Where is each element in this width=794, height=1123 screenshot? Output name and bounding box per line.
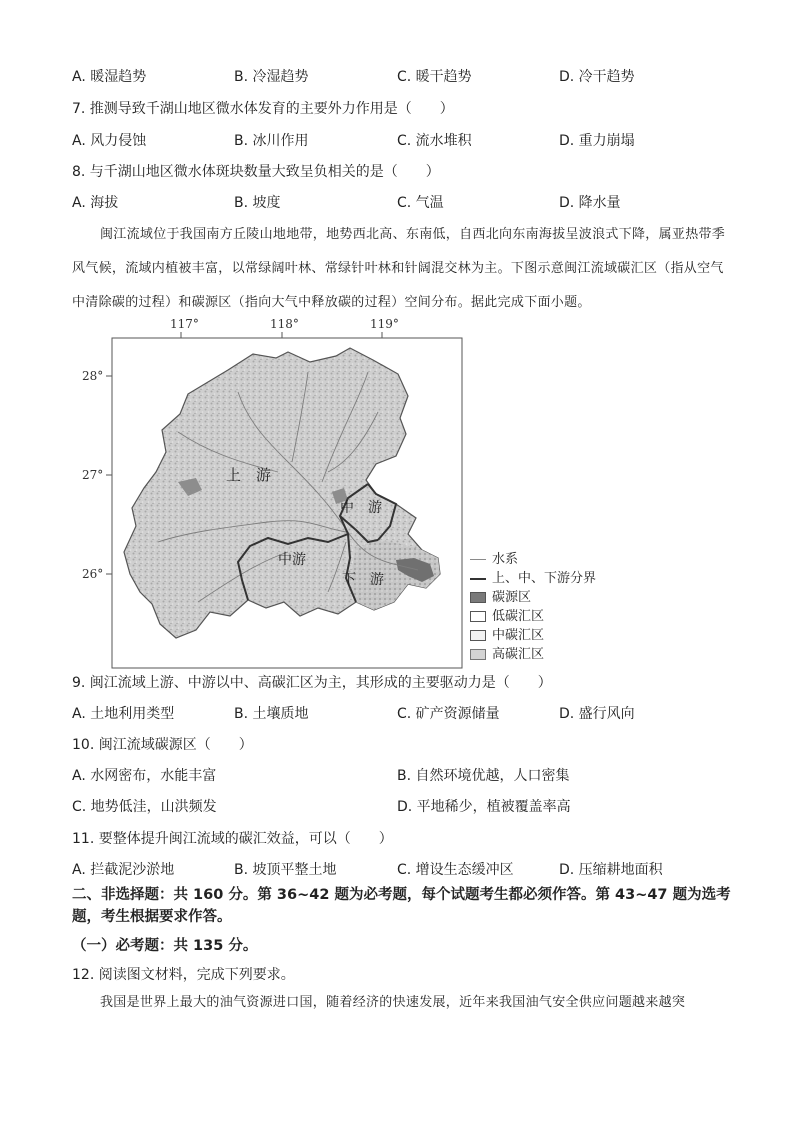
label-middle-b: 中游: [278, 552, 306, 568]
passage-oil-gas: [72, 988, 732, 1018]
legend-source-symbol: [470, 592, 486, 603]
lon-label-117: 117°: [170, 317, 199, 331]
q8-option-a: A. 海拔: [72, 195, 119, 211]
legend-high-symbol: [470, 649, 486, 660]
legend-mid: [470, 624, 544, 643]
q7-option-a: A. 风力侵蚀: [72, 133, 147, 149]
q10-options-row2: [72, 796, 732, 816]
q7-stem: 7. 推测导致千湖山地区微水体发育的主要外力作用是（ ）: [72, 101, 454, 117]
q9-options: [72, 703, 732, 723]
legend-low-label: 低碳汇区: [492, 609, 545, 624]
q10-option-c: C. 地势低洼，山洪频发: [72, 799, 217, 815]
q10-options-row1: [72, 765, 732, 785]
q6-option-d: D. 冷干趋势: [559, 69, 635, 85]
q11-options: [72, 859, 732, 879]
legend-mid-symbol: [470, 630, 486, 641]
q9-stem: 9. 闽江流域上游、中游以中、高碳汇区为主，其形成的主要驱动力是（ ）: [72, 675, 552, 691]
lon-label-118: 118°: [270, 317, 299, 331]
q7-option-c: C. 流水堆积: [397, 133, 472, 149]
q8-options: [72, 192, 732, 212]
q8-option-c: C. 气温: [397, 195, 444, 211]
q11-option-b: B. 坡顶平整土地: [234, 862, 337, 878]
q9-option-b: B. 土壤质地: [234, 706, 309, 722]
legend-low: [470, 605, 544, 624]
q11-option-d: D. 压缩耕地面积: [559, 862, 663, 878]
q12-stem: 12. 阅读图文材料，完成下列要求。: [72, 967, 295, 983]
legend-boundary-symbol: [470, 578, 486, 580]
q6-option-c: C. 暖干趋势: [397, 69, 472, 85]
q8-option-d: D. 降水量: [559, 195, 621, 211]
section-2-heading: 二、非选择题：共 160 分。第 36~42 题为必考题，每个试题考生都必须作答。第 43~47 题为选考题，考生根据要求作答。: [72, 887, 731, 925]
subsection-required: （一）必考题：共 135 分。: [72, 938, 258, 954]
q6-option-a: A. 暖湿趋势: [72, 69, 147, 85]
lat-label-26: 26°: [82, 567, 104, 581]
lat-label-28: 28°: [82, 369, 104, 383]
q7-option-b: B. 冰川作用: [234, 133, 309, 149]
legend-boundary: [470, 567, 596, 586]
min-river-carbon-map: [78, 312, 638, 672]
legend-river-symbol: [470, 559, 486, 560]
legend-river-label: 水系: [492, 552, 519, 567]
label-upper: 上 游: [226, 466, 272, 484]
q6-option-b: B. 冷湿趋势: [234, 69, 309, 85]
passage-oil-gas-text: 我国是世界上最大的油气资源进口国，随着经济的快速发展，近年来我国油气安全供应问题越来越突: [100, 995, 686, 1010]
passage-min-river: [72, 218, 732, 320]
legend-high: [470, 643, 544, 662]
legend-river: [470, 548, 518, 567]
lat-label-27: 27°: [82, 468, 104, 482]
q10-stem: 10. 闽江流域碳源区（ ）: [72, 737, 253, 753]
legend-source: [470, 586, 531, 605]
q8-option-b: B. 坡度: [234, 195, 281, 211]
lon-label-119: 119°: [370, 317, 399, 331]
q9-option-d: D. 盛行风向: [559, 706, 635, 722]
legend-boundary-label: 上、中、下游分界: [492, 571, 597, 586]
legend-source-label: 碳源区: [492, 590, 532, 605]
q9-option-a: A. 土地利用类型: [72, 706, 175, 722]
q6-options: [72, 66, 732, 86]
q8-stem: 8. 与千湖山地区微水体斑块数量大致呈负相关的是（ ）: [72, 164, 440, 180]
legend-mid-label: 中碳汇区: [492, 628, 545, 643]
passage-min-river-text: 闽江流域位于我国南方丘陵山地地带，地势西北高、东南低，自西北向东南海拔呈波浪式下降，属亚热带季风气候，流域内植被丰富，以常绿阔叶林、常绿针叶林和针阔混交林为主。下图示意闽江流域碳汇区（指从空气中清除碳的过程）和碳源区（指向大气中释放碳的过程）空间分布。据此完成下面小题。: [72, 227, 726, 310]
q10-option-d: D. 平地稀少，植被覆盖率高: [397, 799, 571, 815]
q7-option-d: D. 重力崩塌: [559, 133, 635, 149]
legend-low-symbol: [470, 611, 486, 622]
q7-options: [72, 130, 732, 150]
q10-option-a: A. 水网密布，水能丰富: [72, 768, 217, 784]
legend-high-label: 高碳汇区: [492, 647, 545, 662]
label-middle-a: 中 游: [340, 500, 382, 516]
q11-option-c: C. 增设生态缓冲区: [397, 862, 514, 878]
q11-option-a: A. 拦截泥沙淤地: [72, 862, 175, 878]
q11-stem: 11. 要整体提升闽江流域的碳汇效益，可以（ ）: [72, 831, 393, 847]
label-lower: 下 游: [342, 572, 384, 588]
q9-option-c: C. 矿产资源储量: [397, 706, 500, 722]
map-svg: [78, 312, 638, 672]
q10-option-b: B. 自然环境优越，人口密集: [397, 768, 570, 784]
